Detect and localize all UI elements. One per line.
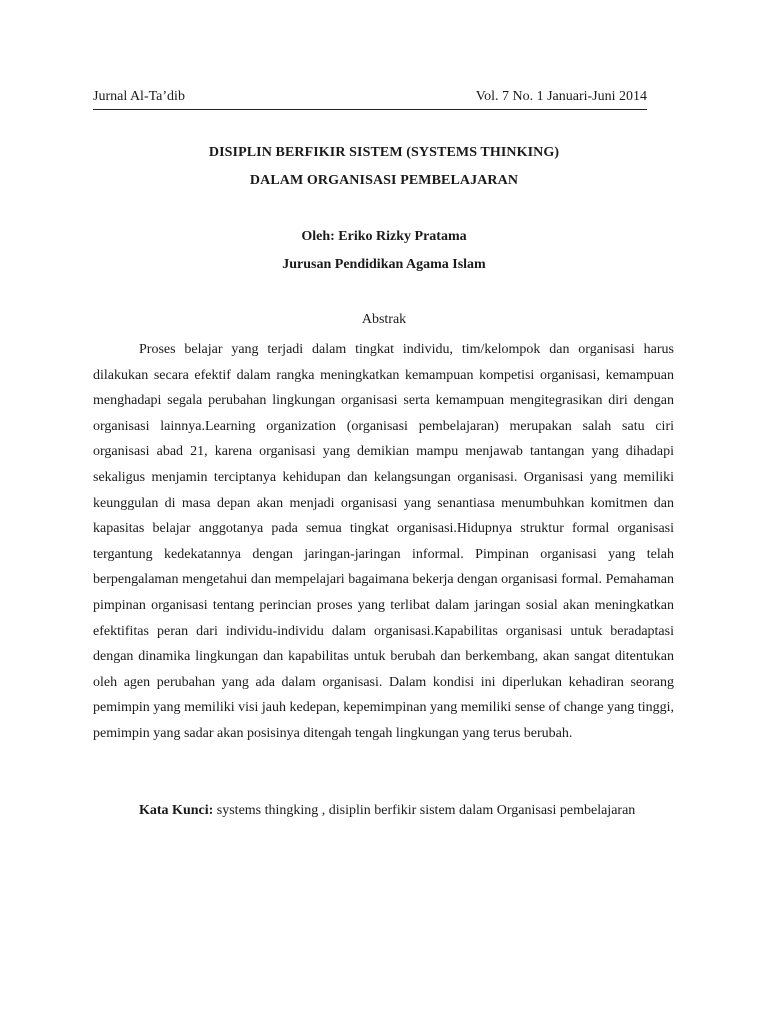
running-header [93,87,647,110]
keywords-paragraph [93,798,674,824]
keywords-text: systems thingking , disiplin berfikir sistem dalam Organisasi pembelajaran [213,803,636,818]
journal-name: Jurnal Al-Ta’dib [93,89,185,104]
journal-volume: Vol. 7 No. 1 Januari-Juni 2014 [475,89,647,104]
abstract-body: Proses belajar yang terjadi dalam tingkat individu, tim/kelompok dan organisasi harus dilakukan secara efektif dalam rangka meningkatkan kemampuan kompetisi organisasi, kemampuan menghadapi segala perubahan lingkungan organisasi serta kemampuan mengitegrasikan diri dengan organisasi lainnya.Learning organization (organisasi pembelajaran) merupakan salah satu ciri organisasi abad 21, karena organisasi yang demikian mampu menjawab tantangan yang dihadapi sekaligus menjamin terciptanya kehidupan dan kelangsungan organisasi. Organisasi yang memiliki keunggulan di masa depan akan menjadi organisasi yang senantiasa menumbuhkan komitmen dan kapasitas belajar anggotanya pada semua tingkat organisasi.Hidupnya struktur formal organisasi tergantung kedekatannya dengan jaringan-jaringan informal. Pimpinan organisasi yang telah berpengalaman mengetahui dan mempelajari bagaimana bekerja dengan organisasi formal. Pemahaman pimpinan organisasi tentang perincian proses yang terlibat dalam jaringan sosial akan meningkatkan efektifitas peran dari individu-individu dalam organisasi.Kapabilitas organisasi untuk beradaptasi dengan dinamika lingkungan dan kapabilitas untuk berubah dan berkembang, akan sangat ditentukan oleh agen perubahan yang ada dalam organisasi. Dalam kondisi ini diperlukan kehadiran seorang pemimpin yang memiliki visi jauh kedepan, kepemimpinan yang memiliki sense of change yang tinggi, pemimpin yang sadar akan posisinya ditengah tengah lingkungan yang terus berubah. [93,342,674,741]
keywords-label: Kata Kunci: [139,803,214,818]
article-title-line-2: DALAM ORGANISASI PEMBELAJARAN [249,173,519,188]
abstract-heading: Abstrak [361,312,407,327]
article-author: Oleh: Eriko Rizky Pratama [301,229,467,244]
article-affiliation: Jurusan Pendidikan Agama Islam [282,257,486,272]
article-title-line-1: DISIPLIN BERFIKIR SISTEM (SYSTEMS THINKING) [208,145,560,160]
